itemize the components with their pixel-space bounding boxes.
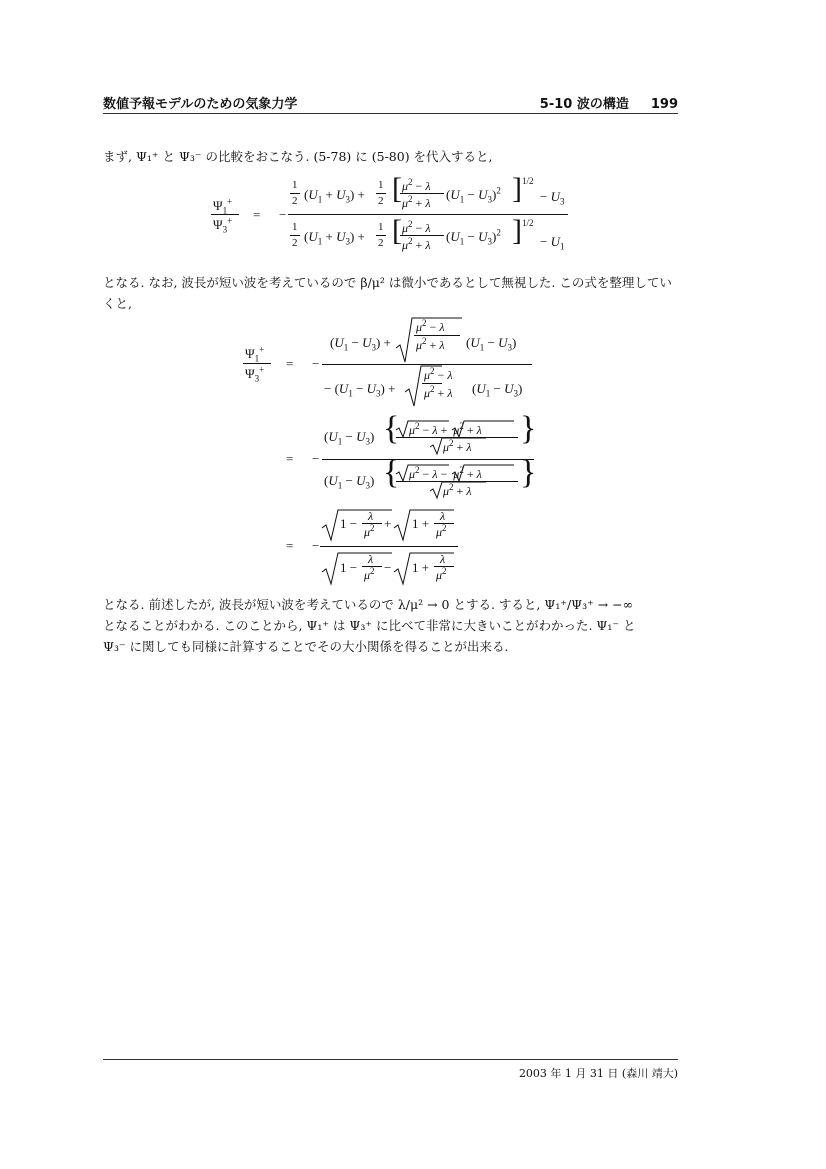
- eq2-l2-d-inner: $\mu^2 - \lambda - \mu^2 + \lambda$: [409, 465, 482, 481]
- eq2-l3-d-b: 1 +: [412, 560, 430, 575]
- eq2-lhs-den: $\Psi_3^+$: [245, 364, 265, 384]
- eq2-l2-d-den: $\mu^2 + \lambda$: [443, 482, 472, 498]
- eq2-l1-d-frac-den: $\mu^2 + \lambda$: [424, 384, 453, 400]
- paragraph-intro: まず, Ψ₁⁺ と Ψ₃⁻ の比較をおこなう. (5-78) に (5-80) を代入すると,: [103, 149, 493, 164]
- eq1-n-lbracket: [: [392, 172, 402, 205]
- eq1-n-term1: $(U_1 + U_3)$ +: [304, 187, 365, 205]
- eq1-n-tail: − $U_3$: [540, 189, 565, 207]
- page-number: 199: [650, 97, 678, 112]
- eq2-l2-n-den: $\mu^2 + \lambda$: [443, 438, 472, 454]
- eq1-d-frac-den: $\mu^2 + \lambda$: [402, 236, 431, 252]
- eq2-l1-n-term1: $(U_1 - U_3)$ +: [330, 335, 391, 353]
- eq2-l3-equals: =: [286, 538, 294, 553]
- eq2-l2-n-inner: $\mu^2 - \lambda + \mu^2 + \lambda$: [409, 421, 482, 437]
- eq2-l3-d-a: 1 −: [340, 560, 358, 575]
- eq2-l2-minus: −: [312, 451, 320, 466]
- eq1-d-half1-num: 1: [292, 221, 298, 233]
- footer-rule: [103, 1059, 678, 1060]
- eq2-l3-n-a-den: $\mu^2$: [364, 523, 375, 539]
- eq1-n-half2-num: 1: [378, 179, 384, 191]
- eq1-n-half1-den: 2: [292, 195, 298, 207]
- eq2-l2-n-factor: $(U_1 - U_3)$: [324, 429, 375, 447]
- eq2-lhs-num: $\Psi_1^+$: [245, 344, 265, 364]
- paragraph-after-eq2-line2: となることがわかる. このことから, Ψ₁⁺ は Ψ₃⁺ に比べて非常に大きいことがわかった. Ψ₁⁻ と: [103, 618, 636, 633]
- paragraph-after-eq2-line1: となる. 前述したが, 波長が短い波を考えているので λ/μ² → 0 とする. すると, Ψ₁⁺/Ψ₃⁺ → −∞: [103, 597, 634, 612]
- eq1-d-rbracket: ]: [512, 214, 522, 247]
- eq2-l3-n-a-num: λ: [368, 509, 374, 523]
- eq1-n-exp: 1/2: [522, 176, 534, 186]
- eq1-d-tail: − $U_1$: [540, 234, 565, 252]
- eq2-l3-d-a-den: $\mu^2$: [364, 566, 375, 582]
- eq2-l3-d-b-den: $\mu^2$: [436, 566, 447, 582]
- eq1-minus: −: [279, 207, 287, 222]
- eq2-l3-n-a: 1 −: [340, 516, 358, 531]
- eq2-l2-d-lbrace: {: [383, 454, 400, 491]
- eq2-lhs-bar: [243, 363, 271, 364]
- eq2-l1-d-frac-num: $\mu^2 - \lambda$: [424, 366, 453, 382]
- eq2-l1-equals: =: [286, 356, 294, 371]
- eq2-l1-n-frac-den: $\mu^2 + \lambda$: [416, 336, 445, 352]
- eq2-l1-main-bar: [322, 364, 532, 365]
- eq2-l2-d-bar: [396, 481, 518, 482]
- eq1-lhs-num: $\Psi_1^+$: [213, 196, 233, 216]
- eq2-l2-d-rbrace: }: [520, 454, 537, 491]
- eq2-l3-d-b-num: λ: [440, 552, 446, 566]
- eq1-equals: =: [253, 207, 261, 222]
- eq2-l3-n-b-den: $\mu^2$: [436, 523, 447, 539]
- book-title: 数値予報モデルのための気象力学: [103, 97, 298, 112]
- eq1-n-half1-num: 1: [292, 179, 298, 191]
- eq1-n-frac-den: $\mu^2 + \lambda$: [402, 194, 431, 210]
- paragraph-after-eq2-line3: Ψ₃⁻ に関しても同様に計算することでその大小関係を得ることが出来る.: [103, 639, 509, 654]
- eq2-l3-n-b: 1 +: [412, 516, 430, 531]
- eq2-l2-n-rbrace: }: [520, 410, 537, 447]
- eq2-l2-main-bar: [322, 459, 534, 460]
- eq2-l1-n-frac-bar: [414, 335, 460, 336]
- paragraph-after-eq1: となる. なお, 波長が短い波を考えているので β/μ² は微小であるとして無視した. この式を整理していくと,: [103, 275, 672, 311]
- eq2-l1-n-frac-num: $\mu^2 - \lambda$: [416, 318, 445, 334]
- section-title: 5-10 波の構造: [539, 97, 629, 112]
- eq2-l1-d-term1: − $(U_1 - U_3)$ +: [324, 381, 396, 399]
- eq1-d-frac-num: $\mu^2 - \lambda$: [402, 219, 431, 235]
- eq1-d-half1-den: 2: [292, 237, 298, 249]
- eq1-lhs-den: $\Psi_3^+$: [213, 215, 233, 235]
- eq2-l3-n-plus: +: [384, 516, 392, 531]
- eq1-d-half2-den: 2: [378, 237, 384, 249]
- eq2-l2-n-lbrace: {: [383, 410, 400, 447]
- eq2-l1-minus: −: [312, 356, 320, 371]
- footer-date-author: 2003 年 1 月 31 日 (森川 靖大): [518, 1067, 678, 1080]
- eq2-l3-n-b-num: λ: [440, 509, 446, 523]
- paragraph-after-eq2: [103, 594, 679, 657]
- eq2-l3-d-minus: −: [384, 560, 392, 575]
- eq2-l1-d-term2: $(U_1 - U_3)$: [472, 381, 523, 399]
- eq1-d-exp: 1/2: [522, 218, 534, 228]
- eq1-n-half2-den: 2: [378, 195, 384, 207]
- eq1-d-term2: $(U_1 - U_3)^2$: [446, 227, 501, 247]
- eq1-n-frac-num: $\mu^2 - \lambda$: [402, 177, 431, 193]
- eq2-l2-d-factor: $(U_1 - U_3)$: [324, 473, 375, 491]
- eq1-d-lbracket: [: [392, 214, 402, 247]
- eq1-n-rbracket: ]: [512, 172, 522, 205]
- eq2-l2-n-bar: [396, 437, 518, 438]
- eq2-l1-n-term2: $(U_1 - U_3)$: [466, 335, 517, 353]
- eq1-d-half2-num: 1: [378, 221, 384, 233]
- eq2-l2-equals: =: [286, 451, 294, 466]
- eq2-l3-main-bar: [320, 546, 458, 547]
- eq2-l3-d-a-num: λ: [368, 552, 374, 566]
- eq1-d-term1: $(U_1 + U_3)$ +: [304, 229, 365, 247]
- eq2-l3-minus: −: [312, 538, 320, 553]
- eq1-n-term2: $(U_1 - U_3)^2$: [446, 185, 501, 205]
